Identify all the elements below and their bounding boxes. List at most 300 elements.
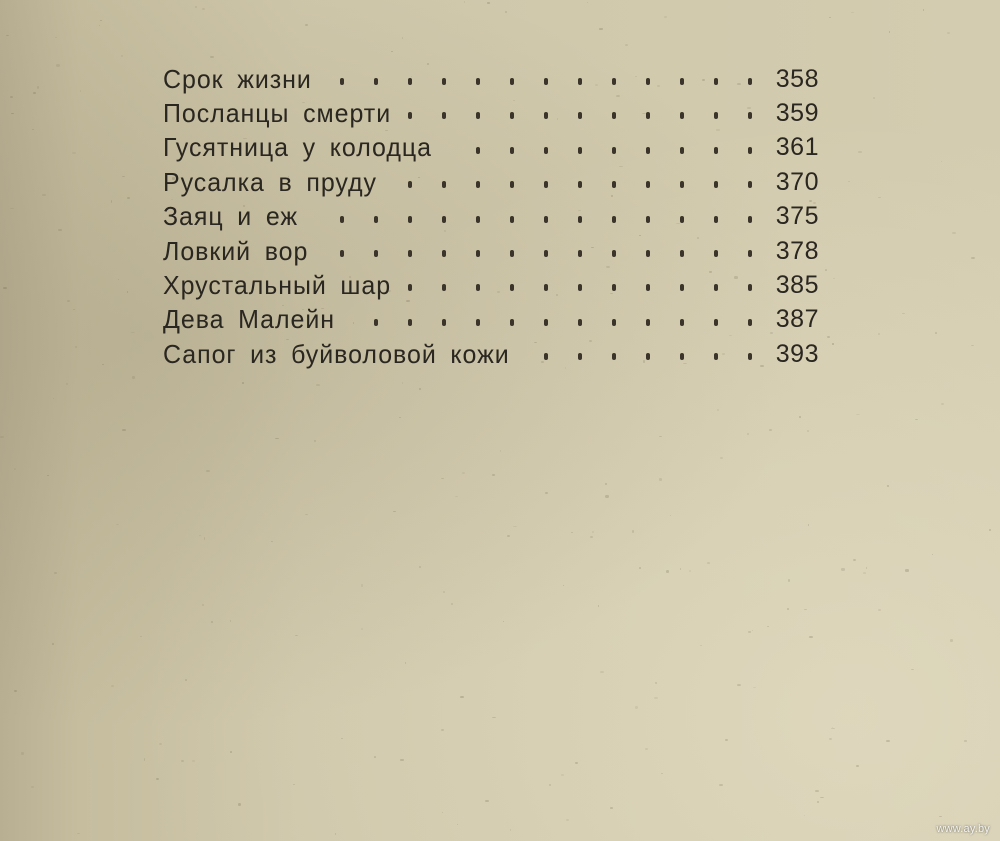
paper-fiber: [804, 609, 807, 611]
paper-fiber: [361, 584, 362, 586]
paper-fiber: [391, 51, 393, 52]
paper-fiber: [72, 152, 75, 154]
leader-dot: [340, 250, 344, 257]
paper-fiber: [851, 12, 854, 14]
paper-fiber: [67, 300, 70, 302]
toc-entry-title: Русалка в пруду: [163, 166, 377, 197]
paper-fiber: [73, 309, 75, 310]
paper-fiber: [575, 762, 578, 764]
paper-fiber: [905, 569, 908, 571]
paper-fiber: [10, 208, 13, 209]
paper-fiber: [361, 628, 364, 630]
paper-fiber: [122, 176, 126, 178]
leader-dot: [714, 216, 718, 223]
paper-fiber: [111, 200, 112, 202]
toc-entry-page: 387: [775, 305, 819, 334]
toc-entry: [163, 234, 823, 268]
paper-fiber: [53, 398, 54, 399]
paper-fiber: [99, 25, 100, 26]
paper-fiber: [804, 815, 805, 816]
leader-dot: [476, 78, 480, 85]
paper-fiber: [102, 364, 104, 365]
paper-fiber: [66, 383, 67, 385]
paper-fiber: [832, 343, 833, 344]
paper-fiber: [455, 496, 458, 497]
paper-fiber: [100, 20, 102, 22]
leader-dot: [612, 181, 616, 188]
leader-dot: [680, 250, 684, 257]
leader-dot: [408, 319, 412, 326]
leader-dot: [680, 216, 684, 223]
toc-entry: [163, 268, 823, 302]
paper-fiber: [941, 403, 944, 405]
paper-fiber: [293, 784, 295, 786]
leader-dot: [646, 181, 650, 188]
leader-dot: [612, 112, 616, 119]
paper-fiber: [549, 784, 551, 786]
paper-fiber: [856, 765, 859, 767]
leader-dot: [646, 78, 650, 85]
paper-fiber: [77, 833, 79, 834]
dot-leader: [163, 96, 823, 130]
paper-fiber: [393, 511, 396, 512]
paper-fiber: [111, 685, 114, 687]
paper-fiber: [915, 419, 918, 420]
paper-fiber: [889, 31, 890, 33]
paper-fiber: [587, 2, 588, 4]
paper-fiber: [571, 532, 573, 534]
paper-fiber: [666, 570, 669, 572]
toc-entry-page: 358: [775, 64, 819, 93]
dot-leader: [163, 62, 823, 96]
toc-entry-page: 385: [775, 271, 819, 300]
paper-fiber: [33, 92, 36, 94]
paper-fiber: [275, 438, 279, 440]
paper-fiber: [405, 662, 406, 664]
paper-fiber: [563, 585, 564, 586]
leader-dot: [748, 147, 752, 154]
paper-fiber: [947, 32, 950, 34]
leader-dot: [510, 284, 514, 291]
paper-fiber: [829, 738, 832, 740]
toc-entry-title: Заяц и еж: [163, 201, 299, 232]
paper-fiber: [717, 409, 719, 411]
leader-dot: [578, 181, 582, 188]
leader-dot: [748, 112, 752, 119]
paper-fiber: [820, 797, 824, 798]
leader-dot: [544, 147, 548, 154]
paper-fiber: [400, 759, 403, 760]
leader-dot: [544, 78, 548, 85]
paper-fiber: [464, 1, 466, 3]
leader-dot: [476, 250, 480, 257]
paper-fiber: [505, 11, 506, 13]
paper-fiber: [939, 816, 943, 818]
dot-leader: [163, 303, 823, 337]
paper-fiber: [507, 535, 510, 537]
paper-fiber: [566, 819, 568, 821]
paper-fiber: [441, 729, 444, 731]
paper-fiber: [335, 833, 337, 835]
leader-dot: [714, 250, 718, 257]
leader-dot: [680, 78, 684, 85]
paper-fiber: [719, 784, 723, 786]
paper-fiber: [156, 778, 159, 780]
dot-leader: [163, 200, 823, 234]
paper-fiber: [911, 669, 914, 670]
paper-fiber: [419, 566, 421, 568]
leader-dot: [612, 319, 616, 326]
paper-fiber: [230, 620, 231, 622]
paper-fiber: [75, 346, 77, 348]
paper-fiber: [748, 631, 751, 632]
table-of-contents: [163, 62, 823, 372]
leader-dot: [544, 181, 548, 188]
leader-dot: [544, 319, 548, 326]
paper-fiber: [856, 414, 860, 415]
paper-fiber: [492, 717, 496, 718]
paper-fiber: [487, 2, 491, 3]
paper-fiber: [841, 568, 844, 570]
leader-dot: [714, 353, 718, 360]
paper-fiber: [863, 572, 866, 574]
paper-fiber: [866, 567, 868, 569]
paper-fiber: [204, 537, 205, 539]
paper-fiber: [402, 37, 403, 38]
paper-fiber: [341, 738, 343, 739]
paper-fiber: [195, 6, 197, 8]
paper-fiber: [887, 485, 890, 487]
paper-fiber: [964, 740, 967, 741]
paper-fiber: [923, 9, 924, 11]
paper-fiber: [941, 161, 942, 163]
paper-fiber: [210, 56, 213, 58]
paper-fiber: [725, 739, 728, 741]
leader-dot: [340, 216, 344, 223]
paper-fiber: [858, 151, 861, 153]
leader-dot: [442, 319, 446, 326]
leader-dot: [510, 147, 514, 154]
paper-fiber: [121, 55, 123, 57]
paper-fiber: [827, 336, 830, 338]
paper-fiber: [752, 630, 753, 631]
paper-fiber: [118, 279, 119, 280]
leader-dot: [714, 319, 718, 326]
leader-dot: [442, 216, 446, 223]
paper-fiber: [590, 536, 593, 538]
paper-fiber: [599, 28, 603, 29]
paper-fiber: [185, 679, 188, 681]
paper-fiber: [238, 803, 241, 805]
paper-fiber: [140, 636, 142, 637]
paper-fiber: [21, 752, 24, 754]
leader-dot: [544, 250, 548, 257]
paper-fiber: [561, 774, 564, 775]
toc-entry-page: 361: [775, 133, 819, 162]
paper-fiber: [442, 812, 443, 814]
leader-dot: [408, 181, 412, 188]
leader-dot: [612, 78, 616, 85]
paper-fiber: [610, 807, 613, 809]
dot-leader: [163, 337, 823, 371]
paper-fiber: [700, 645, 702, 646]
leader-dot: [748, 284, 752, 291]
paper-fiber: [817, 801, 819, 803]
leader-dot: [374, 216, 378, 223]
leader-dot: [578, 319, 582, 326]
paper-fiber: [492, 474, 494, 476]
paper-fiber: [935, 332, 938, 334]
leader-dot: [578, 112, 582, 119]
paper-fiber: [0, 436, 4, 438]
paper-fiber: [206, 470, 210, 472]
leader-dot: [408, 78, 412, 85]
paper-fiber: [305, 24, 308, 26]
paper-fiber: [211, 621, 213, 623]
dot-leader: [163, 268, 823, 302]
paper-fiber: [829, 17, 831, 18]
leader-dot: [374, 78, 378, 85]
paper-fiber: [769, 429, 773, 431]
paper-fiber: [202, 604, 204, 606]
leader-dot: [646, 216, 650, 223]
leader-dot: [476, 216, 480, 223]
paper-fiber: [47, 475, 49, 477]
leader-dot: [408, 216, 412, 223]
paper-fiber: [144, 758, 145, 760]
toc-entry-title: Гусятница у колодца: [163, 132, 432, 163]
paper-fiber: [80, 90, 81, 91]
paper-fiber: [971, 257, 975, 259]
leader-dot: [510, 112, 514, 119]
toc-entry-page: 375: [775, 202, 819, 231]
paper-fiber: [639, 567, 641, 569]
paper-fiber: [707, 562, 711, 564]
paper-fiber: [950, 639, 954, 641]
paper-fiber: [680, 568, 681, 570]
leader-dot: [510, 319, 514, 326]
paper-fiber: [598, 605, 599, 607]
paper-fiber: [670, 515, 671, 517]
dot-leader: [163, 234, 823, 268]
paper-fiber: [132, 376, 135, 378]
paper-fiber: [833, 278, 835, 280]
paper-fiber: [56, 64, 60, 66]
leader-dot: [442, 250, 446, 257]
leader-dot: [374, 250, 378, 257]
leader-dot: [340, 78, 344, 85]
paper-fiber: [202, 8, 205, 10]
paper-fiber: [848, 181, 850, 182]
leader-dot: [544, 284, 548, 291]
paper-fiber: [443, 591, 445, 592]
paper-fiber: [14, 468, 16, 470]
paper-fiber: [485, 800, 489, 802]
paper-fiber: [37, 86, 39, 88]
paper-fiber: [513, 526, 517, 527]
leader-dot: [646, 250, 650, 257]
leader-dot: [442, 284, 446, 291]
paper-fiber: [127, 291, 129, 292]
leader-dot: [578, 250, 582, 257]
paper-fiber: [989, 529, 991, 531]
paper-fiber: [886, 740, 890, 742]
toc-entry-title: Ловкий вор: [163, 235, 309, 266]
paper-fiber: [661, 773, 663, 775]
leader-dot: [646, 319, 650, 326]
leader-dot: [612, 284, 616, 291]
leader-dot: [646, 284, 650, 291]
paper-fiber: [645, 748, 648, 750]
watermark: www.ay.by: [936, 823, 990, 835]
paper-fiber: [314, 440, 315, 442]
toc-entry: [163, 165, 823, 199]
paper-fiber: [462, 472, 465, 474]
paper-fiber: [632, 530, 634, 532]
leader-dot: [578, 147, 582, 154]
paper-fiber: [625, 44, 628, 46]
leader-dot: [510, 216, 514, 223]
paper-fiber: [753, 687, 757, 688]
paper-fiber: [192, 760, 195, 762]
paper-fiber: [659, 478, 663, 480]
paper-fiber: [600, 671, 604, 673]
paper-fiber: [419, 388, 421, 390]
paper-fiber: [242, 382, 244, 384]
leader-dot: [646, 353, 650, 360]
toc-entry-title: Срок жизни: [163, 63, 312, 94]
paper-fiber: [441, 478, 444, 479]
leader-dot: [476, 181, 480, 188]
toc-entry-page: 370: [775, 167, 819, 196]
paper-fiber: [971, 345, 975, 346]
paper-fiber: [54, 572, 57, 574]
leader-dot: [680, 147, 684, 154]
paper-fiber: [510, 829, 512, 831]
paper-fiber: [878, 333, 880, 335]
leader-dot: [612, 250, 616, 257]
paper-fiber: [399, 417, 401, 418]
leader-dot: [748, 353, 752, 360]
toc-entry-page: 378: [775, 236, 819, 265]
leader-dot: [476, 112, 480, 119]
leader-dot: [680, 319, 684, 326]
paper-fiber: [374, 756, 376, 758]
paper-fiber: [831, 728, 835, 729]
toc-entry: [163, 62, 823, 96]
leader-dot: [578, 284, 582, 291]
toc-entry-title: Хрустальный шар: [163, 270, 392, 301]
paper-fiber: [952, 232, 956, 234]
paper-fiber: [159, 743, 162, 745]
paper-fiber: [787, 608, 789, 610]
paper-fiber: [605, 495, 608, 497]
paper-fiber: [545, 492, 548, 494]
toc-entry-page: 359: [775, 99, 819, 128]
leader-dot: [714, 78, 718, 85]
paper-fiber: [116, 524, 119, 525]
paper-fiber: [825, 269, 828, 271]
paper-fiber: [3, 287, 7, 289]
paper-fiber: [55, 37, 57, 38]
paper-fiber: [932, 554, 933, 556]
leader-dot: [476, 284, 480, 291]
leader-dot: [442, 112, 446, 119]
paper-fiber: [127, 197, 130, 199]
leader-dot: [748, 216, 752, 223]
paper-fiber: [664, 16, 667, 18]
leader-dot: [442, 78, 446, 85]
leader-dot: [680, 112, 684, 119]
paper-fiber: [788, 579, 790, 581]
toc-entry: [163, 303, 823, 337]
toc-entry-title: Посланцы смерти: [163, 98, 392, 129]
toc-entry-page: 393: [775, 339, 819, 368]
paper-fiber: [199, 535, 201, 537]
paper-fiber: [10, 96, 13, 98]
leader-dot: [612, 147, 616, 154]
dot-leader: [163, 131, 823, 165]
paper-fiber: [654, 697, 658, 699]
paper-fiber: [873, 97, 875, 99]
paper-fiber: [655, 682, 656, 684]
paper-fiber: [122, 429, 126, 431]
leader-dot: [680, 284, 684, 291]
leader-dot: [510, 250, 514, 257]
leader-dot: [680, 353, 684, 360]
paper-fiber: [11, 113, 14, 115]
paper-fiber: [807, 430, 809, 432]
paper-fiber: [305, 514, 309, 515]
paper-fiber: [659, 436, 661, 437]
leader-dot: [374, 319, 378, 326]
paper-fiber: [767, 626, 769, 628]
toc-entry-title: Сапог из буйволовой кожи: [163, 338, 510, 369]
paper-fiber: [902, 313, 906, 315]
paper-fiber: [815, 790, 819, 792]
toc-entry: [163, 96, 823, 130]
paper-fiber: [747, 433, 749, 435]
leader-dot: [748, 181, 752, 188]
leader-dot: [748, 319, 752, 326]
paper-fiber: [295, 635, 298, 636]
toc-entry: [163, 200, 823, 234]
leader-dot: [476, 319, 480, 326]
leader-dot: [544, 216, 548, 223]
paper-fiber: [31, 786, 34, 788]
leader-dot: [408, 112, 412, 119]
leader-dot: [510, 78, 514, 85]
paper-fiber: [181, 760, 184, 762]
paper-fiber: [271, 541, 273, 542]
paper-fiber: [52, 643, 54, 645]
paper-fiber: [808, 524, 809, 526]
leader-dot: [714, 147, 718, 154]
leader-dot: [442, 181, 446, 188]
paper-fiber: [799, 416, 801, 418]
leader-dot: [476, 147, 480, 154]
paper-fiber: [451, 603, 453, 605]
paper-fiber: [592, 531, 595, 532]
leader-dot: [578, 78, 582, 85]
leader-dot: [748, 78, 752, 85]
paper-fiber: [316, 384, 320, 386]
leader-dot: [544, 112, 548, 119]
leader-dot: [510, 181, 514, 188]
leader-dot: [646, 147, 650, 154]
paper-fiber: [878, 609, 881, 610]
paper-fiber: [32, 129, 34, 130]
